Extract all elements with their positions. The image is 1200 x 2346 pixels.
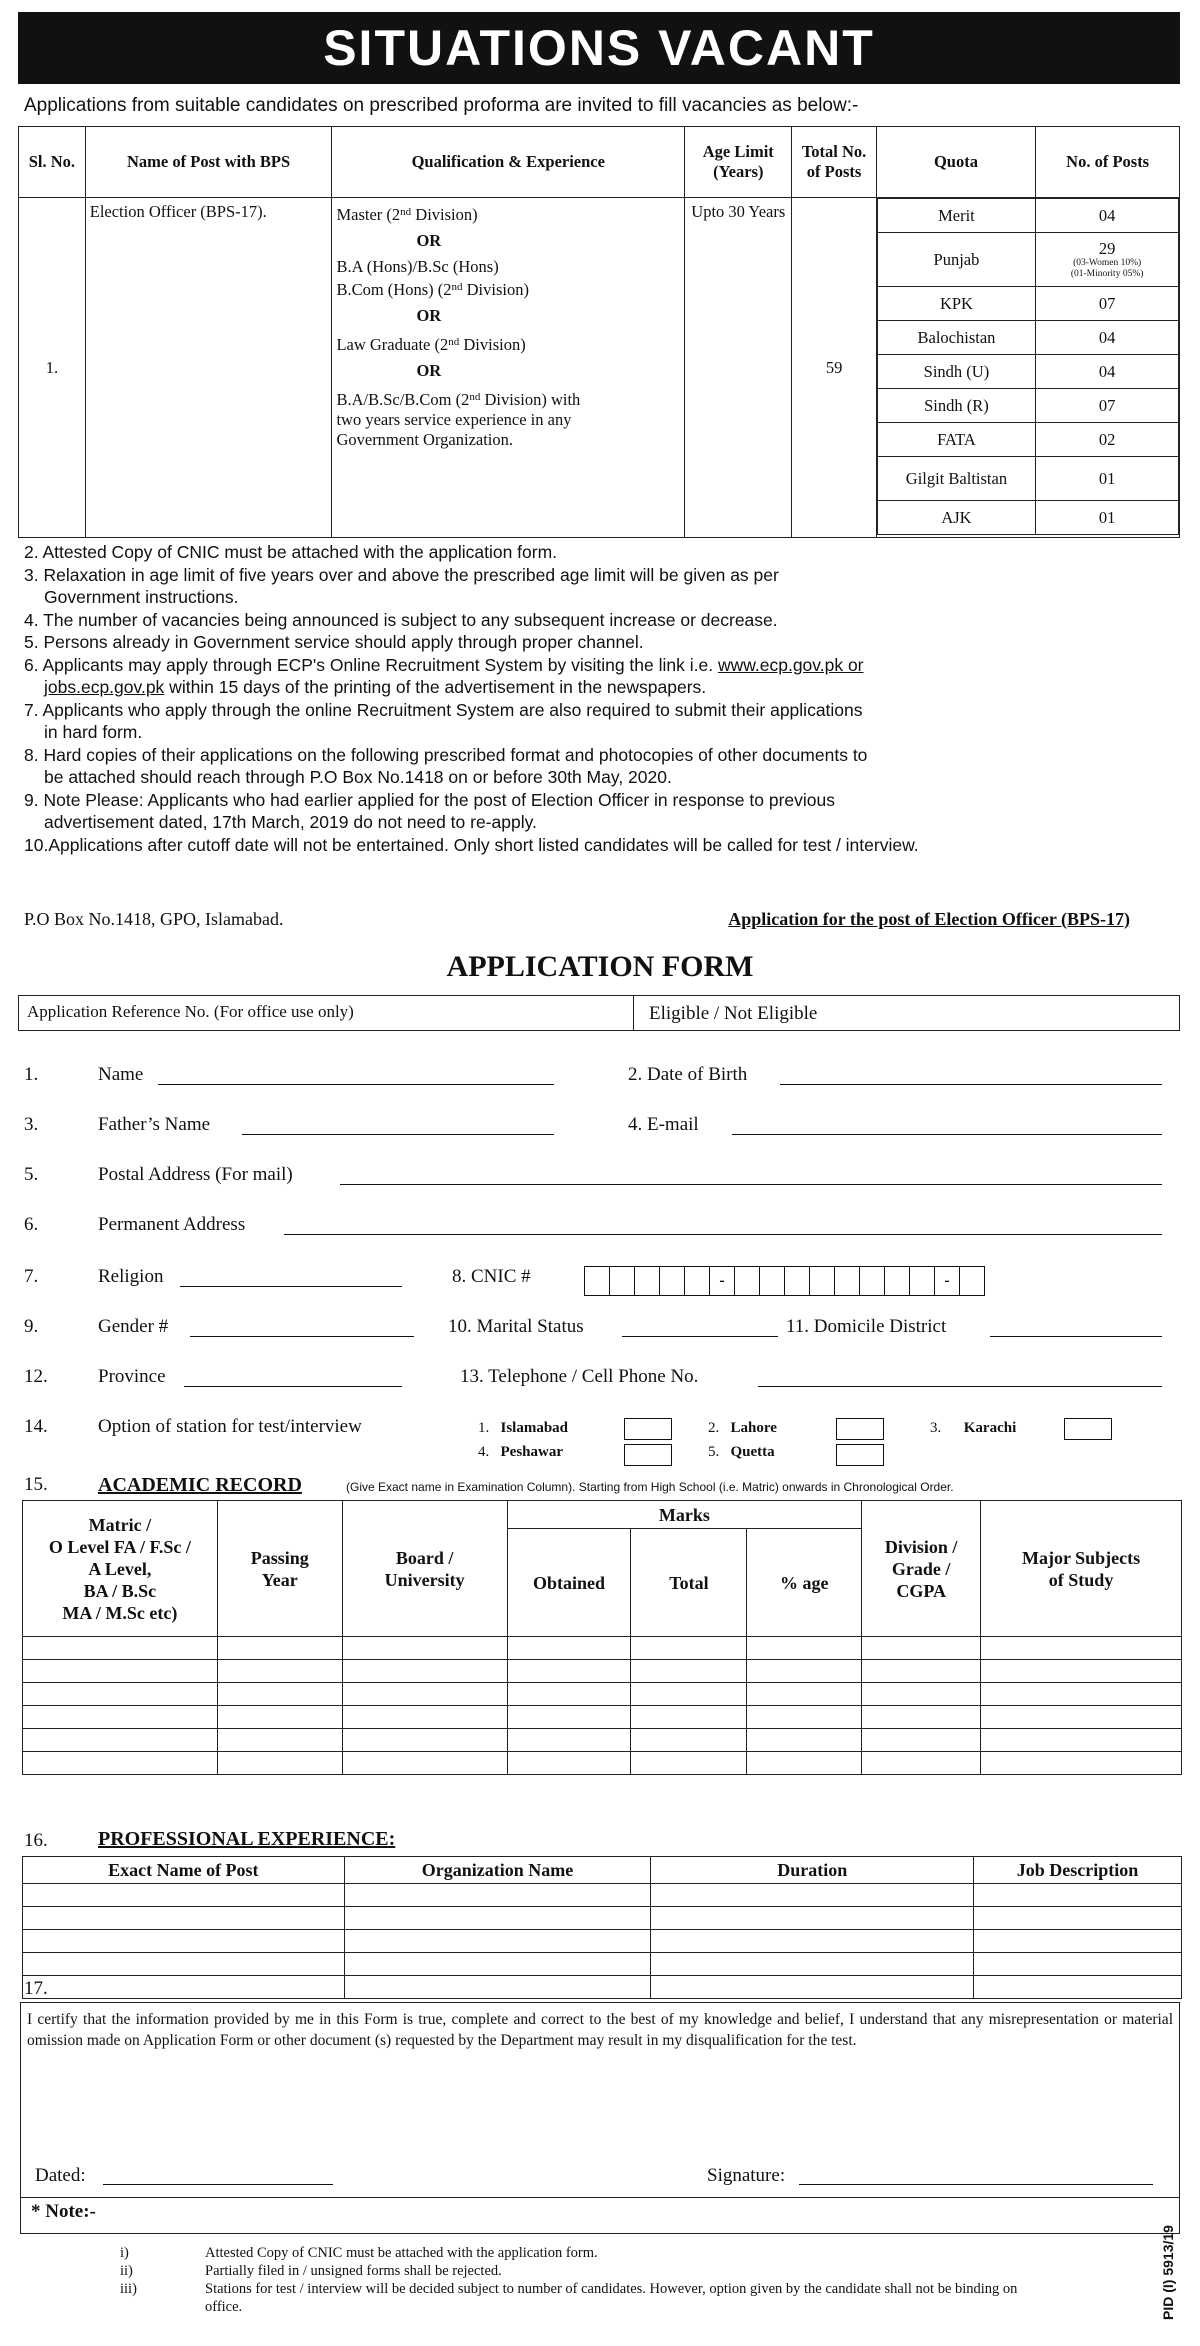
quota-row [877, 321, 1178, 355]
col-post-name: Exact Name of Post [23, 1857, 345, 1884]
table-cell[interactable] [217, 1752, 342, 1775]
table-cell[interactable] [23, 1752, 218, 1775]
religion-field[interactable] [180, 1286, 402, 1287]
table-row[interactable] [23, 1930, 1182, 1953]
table-cell[interactable] [23, 1953, 345, 1976]
intro-text: Applications from suitable candidates on prescribed proforma are invited to fill vacancies as below:- [24, 95, 859, 116]
note-2: 2. Attested Copy of CNIC must be attached with the application form. [24, 542, 558, 562]
row-total: 59 [792, 198, 876, 538]
note-6: 6. Applicants may apply through ECP's Online Recruitment System by visiting the link i.e. www.ecp.gov.pk or jobs.ecp.gov.pk within 15 days of the printing of the advertisement in the newspapers. [24, 654, 864, 697]
table-row[interactable] [23, 1976, 1182, 1999]
gender-field[interactable] [190, 1336, 414, 1337]
col-no-of-posts: No. of Posts [1036, 127, 1180, 198]
table-cell[interactable] [631, 1729, 747, 1752]
quota-posts: 04 [1036, 199, 1179, 233]
academic-record-table [22, 1500, 1182, 1775]
marital-status-label: 10. Marital Status [448, 1316, 584, 1337]
table-cell[interactable] [507, 1660, 631, 1683]
email-label: 4. E-mail [628, 1114, 699, 1135]
professional-experience-title: PROFESSIONAL EXPERIENCE: [98, 1828, 396, 1850]
academic-record-note: (Give Exact name in Examination Column). Starting from High School (i.e. Matric) onwards in Chronological Order. [346, 1480, 954, 1494]
row-age: Upto 30 Years [685, 198, 792, 538]
table-cell[interactable] [23, 1706, 218, 1729]
professional-experience-table [22, 1856, 1182, 1999]
col-organization: Organization Name [344, 1857, 651, 1884]
table-cell[interactable] [651, 1884, 974, 1907]
quota-region: FATA [877, 423, 1036, 457]
row-sl: 1. [19, 198, 86, 538]
notes-list [24, 541, 1184, 856]
col-quota: Quota [876, 127, 1036, 198]
father-name-field[interactable] [242, 1134, 554, 1135]
telephone-label: 13. Telephone / Cell Phone No. [460, 1366, 699, 1387]
note-4: 4. The number of vacancies being announced is subject to any subsequent increase or decrease. [24, 609, 778, 630]
col-duration: Duration [651, 1857, 974, 1884]
province-label: Province [98, 1366, 166, 1387]
quota-row [877, 389, 1178, 423]
table-row[interactable] [23, 1729, 1182, 1752]
station-lahore-label: 2. Lahore [708, 1420, 777, 1436]
col-major-subjects: Major Subjects of Study [981, 1501, 1182, 1637]
eligibility-label: Eligible / Not Eligible [649, 1003, 818, 1024]
table-cell[interactable] [974, 1907, 1182, 1930]
table-cell[interactable] [651, 1930, 974, 1953]
table-cell[interactable] [862, 1706, 981, 1729]
row-post: Election Officer (BPS-17). [85, 198, 332, 538]
col-percentage: % age [747, 1529, 862, 1637]
table-cell[interactable] [862, 1660, 981, 1683]
quota-row [877, 233, 1178, 287]
table-cell[interactable] [342, 1637, 507, 1660]
note-8: 8. Hard copies of their applications on the following prescribed format and photocopies of other documents to be attached should reach through P.O Box No.1418 on or before 30th May, 2020. [24, 744, 868, 787]
ecp-link[interactable]: www.ecp.gov.pk or [717, 654, 864, 675]
field-16-number: 16. [24, 1830, 48, 1851]
reference-divider [633, 996, 634, 1030]
table-row[interactable] [23, 1706, 1182, 1729]
permanent-address-field[interactable] [284, 1234, 1162, 1235]
table-cell[interactable] [981, 1660, 1182, 1683]
table-cell[interactable] [981, 1752, 1182, 1775]
field-12-number: 12. [24, 1366, 48, 1387]
row-qualification: Master (2nd Division) OR B.A (Hons)/B.Sc (Hons) B.Com (Hons) (2nd Division) OR Law Graduate (2nd Division) OR B.A/B.Sc/B.Com (2nd Division) with two years service experience in any Government Organization. [332, 198, 685, 538]
table-row[interactable] [23, 1953, 1182, 1976]
table-cell[interactable] [507, 1729, 631, 1752]
table-cell[interactable] [507, 1706, 631, 1729]
cnic-label: 8. CNIC # [452, 1266, 531, 1287]
note-7: 7. Applicants who apply through the online Recruitment System are also required to submit their applications in hard form. [24, 699, 863, 742]
quota-region: Merit [877, 199, 1036, 233]
station-peshawar-label: 4. Peshawar [478, 1444, 563, 1460]
table-row[interactable] [23, 1752, 1182, 1775]
quota-row [877, 287, 1178, 321]
table-cell[interactable] [974, 1953, 1182, 1976]
vacancy-table [18, 126, 1180, 538]
quota-row [877, 423, 1178, 457]
table-cell[interactable] [217, 1729, 342, 1752]
field-6-number: 6. [24, 1214, 39, 1235]
table-cell[interactable] [862, 1729, 981, 1752]
quota-region: Balochistan [877, 321, 1036, 355]
quota-table [877, 198, 1179, 535]
field-15-number: 15. [24, 1474, 48, 1495]
col-total: Total [631, 1529, 747, 1637]
table-cell[interactable] [344, 1953, 651, 1976]
table-row[interactable] [23, 1637, 1182, 1660]
quota-posts: 29 (03-Women 10%) (01-Minority 05%) [1036, 233, 1179, 287]
quota-region: Sindh (U) [877, 355, 1036, 389]
list-item: i) Attested Copy of CNIC must be attached with the application form. [120, 2245, 598, 2261]
table-cell[interactable] [747, 1706, 862, 1729]
page-banner: SITUATIONS VACANT [18, 12, 1180, 84]
station-quetta-checkbox[interactable] [836, 1444, 884, 1466]
signature-label: Signature: [707, 2165, 786, 2186]
dated-field[interactable] [103, 2184, 333, 2185]
father-name-label: Father’s Name [98, 1114, 211, 1135]
application-form-title: APPLICATION FORM [446, 950, 754, 983]
table-cell[interactable] [23, 1683, 218, 1706]
table-cell[interactable] [651, 1907, 974, 1930]
field-7-number: 7. [24, 1266, 39, 1287]
table-cell[interactable] [747, 1729, 862, 1752]
table-cell[interactable] [344, 1976, 651, 1999]
email-field[interactable] [732, 1134, 1162, 1135]
station-islamabad-label: 1. Islamabad [478, 1420, 569, 1436]
dob-label: 2. Date of Birth [628, 1064, 748, 1085]
table-cell[interactable] [631, 1706, 747, 1729]
domicile-field[interactable] [990, 1336, 1162, 1337]
col-obtained: Obtained [507, 1529, 631, 1637]
table-cell[interactable] [981, 1729, 1182, 1752]
table-row[interactable] [23, 1884, 1182, 1907]
col-division: Division / Grade / CGPA [862, 1501, 981, 1637]
table-cell[interactable] [974, 1884, 1182, 1907]
table-cell[interactable] [342, 1729, 507, 1752]
col-sl-no: Sl. No. [19, 127, 86, 198]
table-cell[interactable] [862, 1683, 981, 1706]
field-17-number: 17. [24, 1978, 48, 1999]
list-item: ii) Partially filed in / unsigned forms shall be rejected. [120, 2263, 502, 2279]
quota-posts: 01 [1036, 501, 1179, 535]
postal-address-field[interactable] [340, 1184, 1162, 1185]
note-3: 3. Relaxation in age limit of five years over and above the prescribed age limit will be given as per Government instructions. [24, 564, 779, 607]
table-cell[interactable] [344, 1907, 651, 1930]
reference-label: Application Reference No. (For office use only) [27, 1002, 354, 1021]
table-cell[interactable] [974, 1930, 1182, 1953]
table-cell[interactable] [981, 1706, 1182, 1729]
col-job-description: Job Description [974, 1857, 1182, 1884]
table-cell[interactable] [981, 1683, 1182, 1706]
field-5-number: 5. [24, 1164, 39, 1185]
table-cell[interactable] [217, 1660, 342, 1683]
field-9-number: 9. [24, 1316, 39, 1337]
telephone-field[interactable] [758, 1386, 1162, 1387]
table-cell[interactable] [217, 1683, 342, 1706]
certification-text: I certify that the information provided by me in this Form is true, complete and correct to the best of my knowledge and belief, I understand that any misrepresentation or material omission made on Application Form or other document (s) requested by the Department may result in my disqualification for the test. [27, 2011, 1173, 2049]
list-item: iii) Stations for test / interview will be decided subject to number of candidates. However, option given by the candidate shall not be binding on office. [120, 2281, 1018, 2315]
note-divider [21, 2197, 1179, 2198]
application-for-post: Application for the post of Election Officer (BPS-17) [728, 909, 1130, 929]
note-5: 5. Persons already in Government service should apply through proper channel. [24, 632, 644, 652]
table-row[interactable] [23, 1683, 1182, 1706]
table-cell[interactable] [23, 1884, 345, 1907]
reference-box [18, 995, 1180, 1031]
field-1-number: 1. [24, 1064, 39, 1085]
quota-row [877, 457, 1178, 501]
quota-region: KPK [877, 287, 1036, 321]
marital-status-field[interactable] [622, 1336, 778, 1337]
table-cell[interactable] [747, 1752, 862, 1775]
religion-label: Religion [98, 1266, 164, 1287]
table-cell[interactable] [344, 1884, 651, 1907]
table-row[interactable] [23, 1660, 1182, 1683]
domicile-label: 11. Domicile District [786, 1316, 947, 1337]
jobs-ecp-link[interactable]: jobs.ecp.gov.pk [44, 677, 165, 697]
quota-region: Sindh (R) [877, 389, 1036, 423]
table-cell[interactable] [342, 1660, 507, 1683]
quota-posts: 04 [1036, 321, 1179, 355]
dob-field[interactable] [780, 1084, 1162, 1085]
vacancy-header-row [19, 127, 1180, 198]
table-cell[interactable] [23, 1660, 218, 1683]
note-heading: * Note:- [31, 2201, 96, 2222]
table-cell[interactable] [507, 1637, 631, 1660]
table-cell[interactable] [23, 1907, 345, 1930]
col-qualification: Qualification & Experience [332, 127, 685, 198]
table-cell[interactable] [23, 1637, 218, 1660]
table-cell[interactable] [631, 1752, 747, 1775]
gender-label: Gender # [98, 1316, 169, 1337]
col-board: Board / University [342, 1501, 507, 1637]
quota-region: Punjab [877, 233, 1036, 287]
table-row[interactable] [23, 1907, 1182, 1930]
table-cell[interactable] [507, 1752, 631, 1775]
quota-posts: 02 [1036, 423, 1179, 457]
po-box-address: P.O Box No.1418, GPO, Islamabad. [24, 909, 284, 929]
quota-region: Gilgit Baltistan [877, 457, 1036, 501]
table-cell[interactable] [974, 1976, 1182, 1999]
table-cell[interactable] [862, 1752, 981, 1775]
field-3-number: 3. [24, 1114, 39, 1135]
station-islamabad-checkbox[interactable] [624, 1418, 672, 1440]
station-option-label: Option of station for test/interview [98, 1416, 362, 1437]
cnic-dash: - [710, 1267, 735, 1295]
table-cell[interactable] [344, 1930, 651, 1953]
permanent-address-label: Permanent Address [98, 1214, 246, 1235]
station-karachi-checkbox[interactable] [1064, 1418, 1112, 1440]
table-cell[interactable] [631, 1683, 747, 1706]
quota-region: AJK [877, 501, 1036, 535]
note-9: 9. Note Please: Applicants who had earlier applied for the post of Election Officer in response to previous advertisement dated, 17th March, 2019 do not need to re-apply. [24, 789, 835, 832]
table-cell[interactable] [631, 1637, 747, 1660]
quota-posts: 07 [1036, 389, 1179, 423]
table-cell[interactable] [507, 1683, 631, 1706]
table-cell[interactable] [342, 1683, 507, 1706]
cnic-dash: - [935, 1267, 960, 1295]
postal-address-label: Postal Address (For mail) [98, 1164, 293, 1185]
academic-record-title: ACADEMIC RECORD [98, 1474, 302, 1496]
table-cell[interactable] [631, 1660, 747, 1683]
table-cell[interactable] [651, 1976, 974, 1999]
table-cell[interactable] [217, 1637, 342, 1660]
quota-posts: 04 [1036, 355, 1179, 389]
table-cell[interactable] [342, 1706, 507, 1729]
quota-row [877, 355, 1178, 389]
name-label: Name [98, 1064, 144, 1085]
table-row [19, 198, 1180, 538]
pid-number: PID (I) 5913/19 [1160, 2225, 1176, 2320]
table-cell[interactable] [981, 1637, 1182, 1660]
station-quetta-label: 5. Quetta [708, 1444, 775, 1460]
table-cell[interactable] [747, 1683, 862, 1706]
quota-cell [876, 198, 1179, 538]
name-field[interactable] [158, 1084, 554, 1085]
table-cell[interactable] [23, 1976, 345, 1999]
station-lahore-checkbox[interactable] [836, 1418, 884, 1440]
table-cell[interactable] [862, 1637, 981, 1660]
signature-field[interactable] [799, 2184, 1153, 2185]
table-cell[interactable] [217, 1706, 342, 1729]
quota-row [877, 199, 1178, 233]
col-marks: Marks [507, 1501, 862, 1529]
col-exam: Matric / O Level FA / F.Sc / A Level, BA / B.Sc MA / M.Sc etc) [23, 1501, 218, 1637]
table-cell[interactable] [747, 1637, 862, 1660]
col-total-posts: Total No. of Posts [792, 127, 876, 198]
quota-posts: 07 [1036, 287, 1179, 321]
col-passing-year: Passing Year [217, 1501, 342, 1637]
dated-label: Dated: [35, 2165, 86, 2186]
station-peshawar-checkbox[interactable] [624, 1444, 672, 1466]
col-age-limit: Age Limit (Years) [685, 127, 792, 198]
table-cell[interactable] [747, 1660, 862, 1683]
note-10: 10.Applications after cutoff date will not be entertained. Only short listed candidates will be called for test / interview. [24, 834, 919, 855]
field-14-number: 14. [24, 1416, 48, 1437]
certification-box [20, 2002, 1180, 2234]
quota-row [877, 501, 1178, 535]
final-notes [120, 2244, 1120, 2316]
table-cell[interactable] [651, 1953, 974, 1976]
cnic-input-boxes[interactable] [584, 1266, 985, 1296]
table-cell[interactable] [23, 1729, 218, 1752]
col-post: Name of Post with BPS [85, 127, 332, 198]
province-field[interactable] [184, 1386, 402, 1387]
station-karachi-label: 3. Karachi [930, 1420, 1017, 1436]
table-cell[interactable] [23, 1930, 345, 1953]
quota-posts: 01 [1036, 457, 1179, 501]
table-cell[interactable] [342, 1752, 507, 1775]
